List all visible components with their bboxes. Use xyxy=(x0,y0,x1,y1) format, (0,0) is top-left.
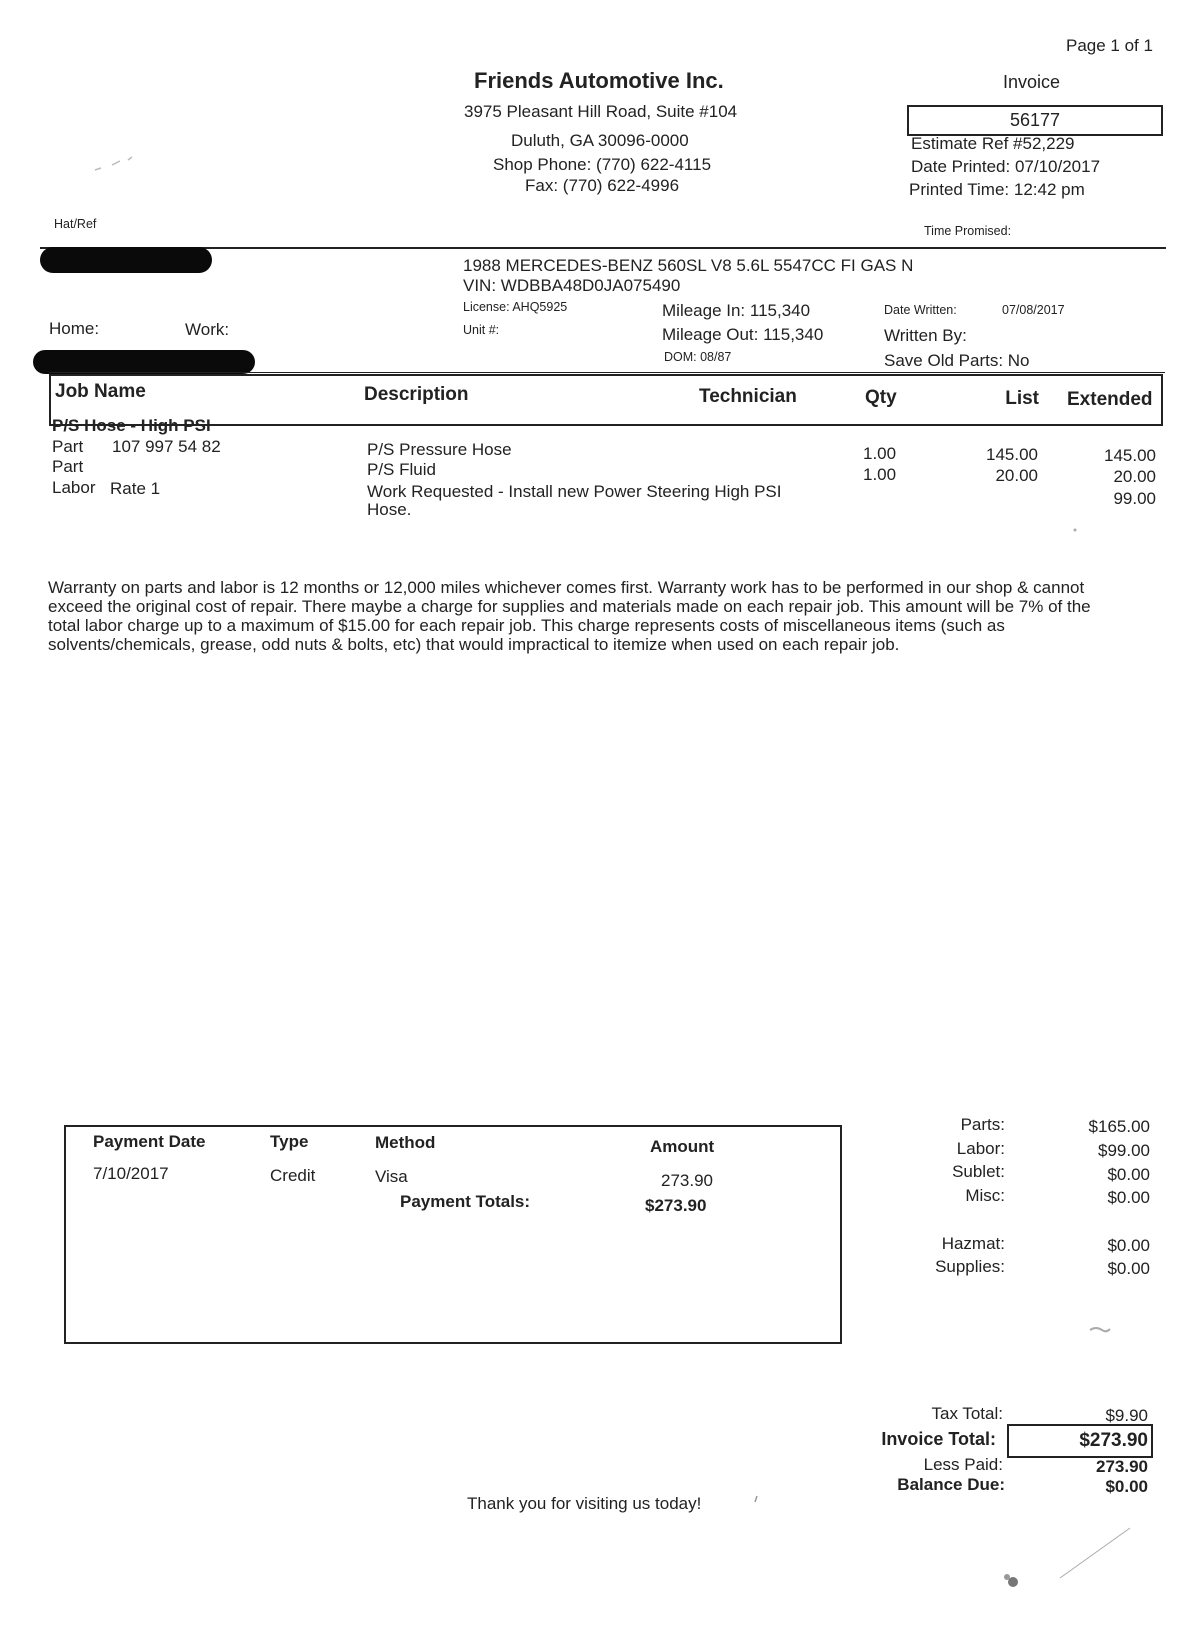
col-qty: Qty xyxy=(865,387,897,408)
vehicle-vin: VIN: WDBBA48D0JA075490 xyxy=(463,276,681,295)
payment-totals-value: $273.90 xyxy=(645,1196,707,1215)
pay-col-type: Type xyxy=(270,1132,309,1151)
line1-list: 145.00 xyxy=(986,445,1038,464)
invoice-number: 56177 xyxy=(1009,110,1061,130)
line2-list: 20.00 xyxy=(995,466,1038,485)
mileage-out: Mileage Out: 115,340 xyxy=(662,325,824,344)
summary-misc-label: Misc: xyxy=(965,1186,1005,1205)
pay-row-date: 7/10/2017 xyxy=(93,1164,169,1183)
summary-hazmat-value: $0.00 xyxy=(1107,1236,1150,1255)
warranty-line-4: solvents/chemicals, grease, odd nuts & bolts, etc) that would impractical to itemize when used on each repair job. xyxy=(48,635,900,654)
tax-total-value: $9.90 xyxy=(1105,1406,1148,1425)
line1-type: Part xyxy=(52,437,84,456)
work-label: Work: xyxy=(185,320,230,339)
line1-qty: 1.00 xyxy=(863,444,897,463)
date-written-label: Date Written: xyxy=(884,303,957,317)
mileage-in: Mileage In: 115,340 xyxy=(662,301,811,320)
line2-extended: 20.00 xyxy=(1113,467,1156,486)
summary-sublet-value: $0.00 xyxy=(1107,1165,1150,1184)
summary-parts-value: $165.00 xyxy=(1088,1117,1150,1136)
shop-city: Duluth, GA 30096-0000 xyxy=(511,131,689,150)
vehicle-dom: DOM: 08/87 xyxy=(664,350,732,364)
less-paid-value: 273.90 xyxy=(1096,1457,1148,1476)
balance-due-value: $0.00 xyxy=(1105,1477,1148,1496)
col-description: Description xyxy=(364,384,469,405)
line1-description: P/S Pressure Hose xyxy=(367,440,512,459)
line1-code: 107 997 54 82 xyxy=(112,437,221,456)
vehicle-unit: Unit #: xyxy=(463,323,500,337)
tax-total-label: Tax Total: xyxy=(931,1404,1003,1423)
pay-row-amount: 273.90 xyxy=(661,1171,713,1190)
shop-address: 3975 Pleasant Hill Road, Suite #104 xyxy=(464,102,738,121)
warranty-line-3: total labor charge up to a maximum of $15.00 for each repair job. This charge represents costs of miscellaneous items (such as xyxy=(48,616,1005,635)
line3-description-cont: Hose. xyxy=(367,500,412,519)
job-title: P/S Hose - High PSI xyxy=(52,416,211,435)
page-number: Page 1 of 1 xyxy=(1066,36,1153,55)
invoice-label: Invoice xyxy=(1003,72,1061,92)
summary-supplies-label: Supplies: xyxy=(935,1257,1005,1276)
summary-misc-value: $0.00 xyxy=(1107,1188,1150,1207)
pay-row-method: Visa xyxy=(375,1167,408,1186)
col-list: List xyxy=(1005,388,1039,409)
invoice-total-label: Invoice Total: xyxy=(881,1429,996,1449)
line3-code: Rate 1 xyxy=(110,479,161,498)
balance-due-label: Balance Due: xyxy=(897,1475,1005,1494)
col-extended: Extended xyxy=(1067,389,1153,410)
invoice-total-value: $273.90 xyxy=(1079,1430,1148,1451)
less-paid-label: Less Paid: xyxy=(923,1455,1003,1474)
summary-labor-label: Labor: xyxy=(956,1139,1005,1158)
summary-supplies-value: $0.00 xyxy=(1107,1259,1150,1278)
shop-fax: Fax: (770) 622-4996 xyxy=(525,176,680,195)
estimate-ref: Estimate Ref #52,229 xyxy=(911,134,1075,153)
summary-hazmat-label: Hazmat: xyxy=(941,1234,1005,1253)
shop-name: Friends Automotive Inc. xyxy=(474,68,724,93)
printed-time: Printed Time: 12:42 pm xyxy=(909,180,1085,199)
line2-qty: 1.00 xyxy=(863,465,897,484)
summary-sublet-label: Sublet: xyxy=(952,1162,1005,1181)
pay-row-type: Credit xyxy=(270,1166,316,1185)
written-by: Written By: xyxy=(884,326,967,345)
thank-you-note: Thank you for visiting us today! xyxy=(467,1494,702,1513)
time-promised: Time Promised: xyxy=(924,224,1012,238)
col-technician: Technician xyxy=(699,386,797,407)
vehicle-description: 1988 MERCEDES-BENZ 560SL V8 5.6L 5547CC FI GAS N xyxy=(463,256,914,275)
pay-col-method: Method xyxy=(375,1133,436,1152)
shop-phone: Shop Phone: (770) 622-4115 xyxy=(493,155,712,174)
col-job-name: Job Name xyxy=(55,381,146,402)
date-written: 07/08/2017 xyxy=(1002,303,1065,317)
summary-labor-value: $99.00 xyxy=(1098,1141,1150,1160)
warranty-line-2: exceed the original cost of repair. There maybe a charge for supplies and materials made on each repair job. This amount will be 7% of the xyxy=(48,597,1091,616)
line2-type: Part xyxy=(52,457,84,476)
payment-totals-label: Payment Totals: xyxy=(400,1192,531,1211)
vehicle-license: License: AHQ5925 xyxy=(463,300,568,314)
warranty-line-1: Warranty on parts and labor is 12 months or 12,000 miles whichever comes first. Warranty work has to be performed in our shop & cannot xyxy=(48,578,1085,597)
summary-parts-label: Parts: xyxy=(960,1115,1005,1134)
home-label: Home: xyxy=(49,319,100,338)
hat-ref-label: Hat/Ref xyxy=(54,217,97,231)
save-old-parts: Save Old Parts: No xyxy=(884,351,1030,370)
date-printed: Date Printed: 07/10/2017 xyxy=(911,157,1101,176)
line3-type: Labor xyxy=(52,478,96,497)
line3-extended: 99.00 xyxy=(1113,489,1156,508)
pay-col-date: Payment Date xyxy=(93,1132,206,1151)
line2-description: P/S Fluid xyxy=(367,460,436,479)
line3-description: Work Requested - Install new Power Steering High PSI xyxy=(367,482,782,501)
line1-extended: 145.00 xyxy=(1104,446,1156,465)
pay-col-amount: Amount xyxy=(650,1137,715,1156)
